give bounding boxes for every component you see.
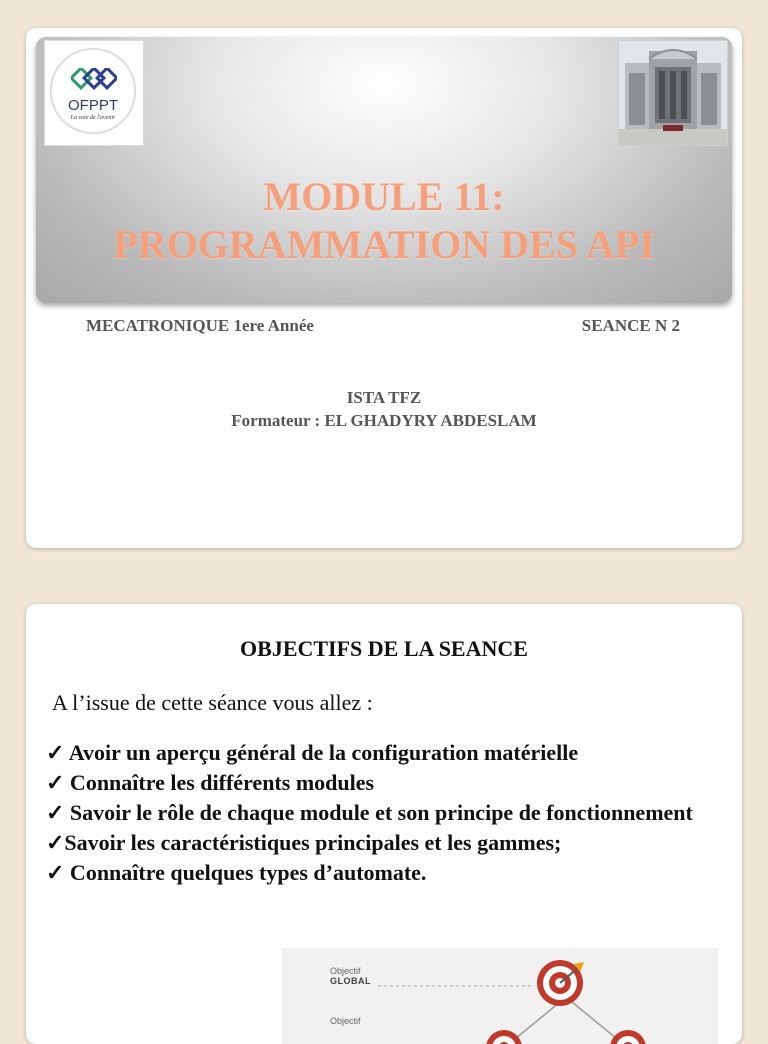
building-image: [619, 41, 727, 145]
list-item: ✓ Connaître quelques types d’automate.: [46, 860, 427, 885]
list-item: ✓ Savoir le rôle de chaque module et son principe de fonctionnement: [46, 800, 693, 825]
trainer-name: Formateur : EL GHADYRY ABDESLAM: [231, 411, 537, 430]
building-photo: [618, 40, 728, 146]
target-icon: [486, 1030, 522, 1044]
program-label: MECATRONIQUE 1ere Année: [86, 316, 314, 335]
list-item: ✓Savoir les caractéristiques principales et les gammes;: [46, 830, 562, 855]
diagram-label-second: Objectif: [330, 1016, 361, 1026]
list-item: ✓ Connaître les différents modules: [46, 770, 375, 795]
objectives-list: [46, 738, 726, 888]
title-banner: [36, 37, 732, 303]
logo-tagline: La voie de l'avenir: [70, 115, 116, 121]
logo-circle: [50, 48, 136, 134]
target-icon: [610, 1030, 646, 1044]
slide-title: [36, 173, 732, 269]
logo-diamonds-icon: [71, 68, 117, 90]
title-line-2: PROGRAMMATION DES API: [113, 222, 655, 267]
target-icon: [537, 960, 584, 1006]
title-slide: [26, 28, 742, 548]
diagram-label-objectif: Objectif: [330, 966, 361, 976]
title-line-1: MODULE 11:: [263, 174, 505, 219]
diagram-label-global-text: GLOBAL: [330, 976, 371, 986]
logo-name: OFPPT: [67, 97, 118, 114]
objectives-intro: A l’issue de cette séance vous allez :: [52, 690, 373, 715]
objectives-heading: OBJECTIFS DE LA SEANCE: [240, 636, 528, 661]
school-name: ISTA TFZ: [346, 388, 422, 407]
session-label: SEANCE N 2: [581, 316, 680, 335]
objectives-slide: [26, 604, 742, 1044]
objectives-diagram: [282, 948, 718, 1044]
target-diagram: [282, 948, 718, 1044]
ofppt-logo: [44, 40, 144, 146]
list-item: ✓ Avoir un aperçu général de la configuration matérielle: [46, 740, 579, 765]
